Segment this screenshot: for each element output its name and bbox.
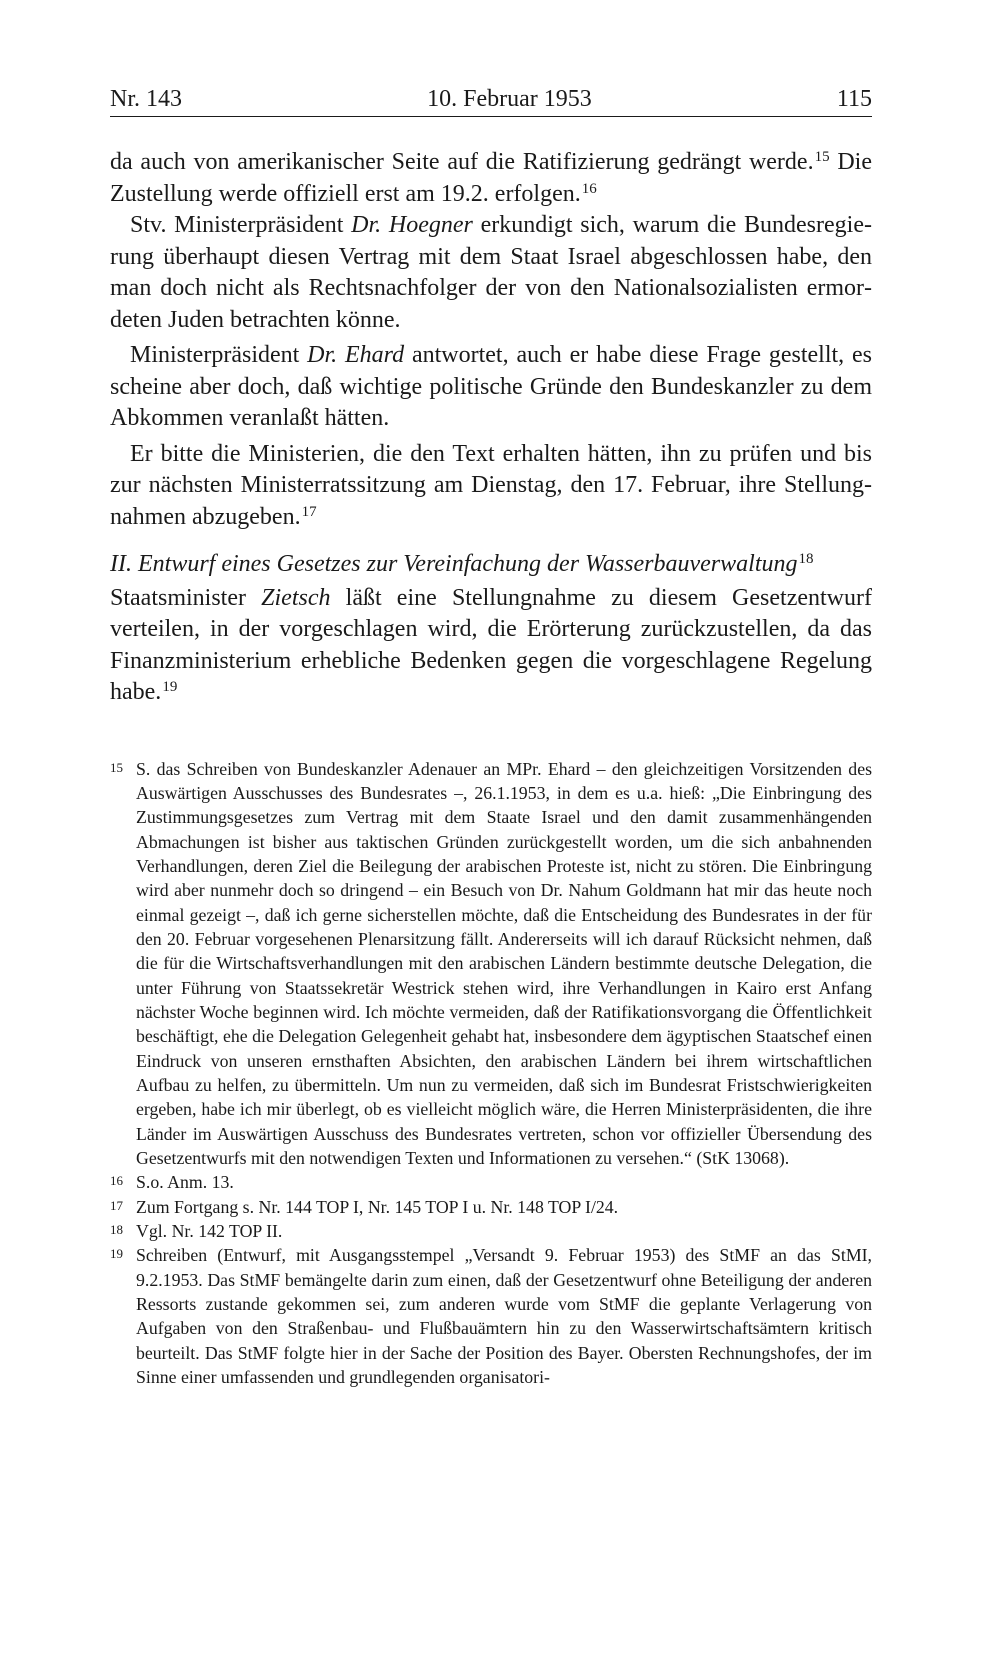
paragraph-3-post: antwortet, auch er habe diese Frage gestellt, es scheine aber doch, daß wichtige politische Gründe den Bundeskanzler zu dem Abkommen veranlaßt hätten.	[110, 342, 873, 431]
footnote-text: S.o. Anm. 13.	[136, 1172, 234, 1193]
footnote-19	[110, 1243, 872, 1389]
footnote-ref-16: 16	[581, 180, 597, 197]
section-heading-ii	[110, 549, 872, 581]
paragraph-1-text-b: Die Zustellung werde offiziell erst am 19.2. erfolgen.	[110, 149, 872, 207]
footnote-15	[110, 757, 872, 1171]
section-heading-text: II. Entwurf eines Gesetzes zur Vereinfachung der Wasserbauverwaltung	[110, 551, 798, 577]
footnote-17	[110, 1195, 872, 1219]
paragraph-4-text: Er bitte die Ministerien, die den Text erhalten hätten, ihn zu prüfen und bis zur nächsten Ministerratssitzung am Dienstag, den 17. Februar, ihre Stellungnahmen abzugeben.	[110, 440, 872, 530]
document-number: Nr. 143	[110, 86, 182, 112]
footnote-text: S. das Schreiben von Bundeskanzler Adenauer an MPr. Ehard – den gleichzeitigen Vorsitzenden des Auswärtigen Ausschusses des Bundesrates –, 26.1.1953, in dem es u.a. hieß: „Die Einbringung des Zustimmungsgesetzes zum Vertrag mit dem Staate Israel und den damit zusammenhängenden Abmachungen ist bisher aus taktischen Gründen zurückgestellt worden, um die sich anbahnenden Verhandlungen, deren Ziel die Beilegung der arabischen Proteste ist, nicht zu stören. Die Einbringung wird aber nunmehr doch so dringend – ein Besuch von Dr. Nahum Goldmann hat mir das heute noch einmal gezeigt –, daß ich gerne sicherstellen möchte, daß die Entscheidung des Bundesrates in der für den 20. Februar vorgesehenen Plenarsitzung fällt. Andererseits will ich darauf Rücksicht nehmen, daß die für die Wirtschaftsverhandlungen mit den arabischen Ländern bestimmte deutsche Delegation, die unter Führung von Staatssekretär Westrick stehen wird, ihre Verhandlungen in Kairo erst Anfang nächster Woche beginnen wird. Ich möchte vermeiden, daß der Ratifikationsvorgang die Öffentlichkeit beschäftigt, ehe die Delegation Gelegenheit gehabt hat, insbesondere dem ägyptischen Staatschef einen Eindruck von unseren ernsthaften Absichten, den arabischen Ländern bei ihrem wirtschaftlichen Aufbau zu helfen, zu übermitteln. Um nun zu vermeiden, daß sich im Bundesrat Fristschwierigkeiten ergeben, habe ich mir überlegt, ob es vielleicht möglich wäre, die Herren Ministerpräsidenten, die ihre Länder im Auswärtigen Ausschuss des Bundesrates vertreten, schon vor offizieller Übersendung des Gesetzentwurfs mit den notwendigen Texten und Informationen zu versehen.“ (StK 13068).	[136, 758, 872, 1168]
footnote-number: 18	[110, 1222, 123, 1238]
page-number: 115	[836, 86, 872, 112]
paragraph-3	[110, 340, 872, 435]
speaker-hoegner: Dr. Hoegner	[351, 212, 473, 238]
footnote-text: Vgl. Nr. 142 TOP II.	[136, 1221, 283, 1242]
paragraph-5-post: läßt eine Stellungnahme zu diesem Gesetzentwurf verteilen, in der vorgeschlagen wird, die Erörterung zurückzustellen, da das Finanzministerium erhebliche Bedenken gegen die vorgeschlagene Regelung habe.	[110, 584, 872, 705]
paragraph-2-post: erkundigt sich, warum die Bundesregierung überhaupt diesen Vertrag mit dem Staat Israel abgeschlossen habe, den man doch nicht als Rechtsnachfolger der von den Nationalsozialisten ermordeten Juden betrachten könne.	[110, 212, 872, 333]
footnotes	[110, 757, 872, 1390]
paragraph-2	[110, 210, 872, 336]
footnote-ref-19: 19	[162, 679, 178, 695]
paragraph-3-pre: Ministerpräsident	[130, 342, 308, 368]
footnote-ref-18: 18	[798, 551, 814, 567]
footnote-number: 19	[110, 1246, 123, 1262]
footnote-ref-17: 17	[301, 503, 317, 520]
paragraph-1	[110, 147, 872, 210]
speaker-ehard: Dr. Ehard	[307, 342, 405, 368]
document-page	[110, 84, 872, 1389]
paragraph-2-pre: Stv. Ministerpräsident	[130, 212, 352, 238]
footnote-text: Schreiben (Entwurf, mit Ausgangsstempel „Versandt 9. Februar 1953) des StMF an das StMI, 9.2.1953. Das StMF bemängelte darin zum einen, daß der Gesetzentwurf ohne Beteiligung der anderen Ressorts zustande gekommen sei, zum anderen wurde vom StMF die geplante Verlagerung von Aufgaben von den Straßenbau- und Flußbauämtern hin zu den Wasserwirtschaftsämtern kritisch beurteilt. Das StMF folgte hier in der Sache der Position des Bayer. Obersten Rechnungshofes, der im Sinne einer umfassenden und grundlegenden organisatori-	[136, 1245, 872, 1388]
footnote-ref-15: 15	[814, 149, 830, 165]
paragraph-4	[110, 439, 872, 534]
footnote-18	[110, 1219, 872, 1243]
footnote-number: 17	[110, 1197, 123, 1213]
paragraph-1-text-a: da auch von amerikanischer Seite auf die Ratifizierung gedrängt werde.	[110, 149, 814, 175]
speaker-zietsch: Zietsch	[261, 584, 331, 611]
footnote-text: Zum Fortgang s. Nr. 144 TOP I, Nr. 145 TOP I u. Nr. 148 TOP I/24.	[136, 1196, 619, 1217]
header-date: 10. Februar 1953	[427, 86, 592, 112]
footnote-16	[110, 1170, 872, 1194]
paragraph-5	[110, 583, 872, 709]
footnote-number: 16	[110, 1173, 123, 1189]
running-header	[110, 84, 872, 117]
paragraph-5-pre: Staatsminister	[110, 584, 262, 611]
footnote-number: 15	[110, 759, 123, 775]
main-text	[110, 147, 872, 709]
